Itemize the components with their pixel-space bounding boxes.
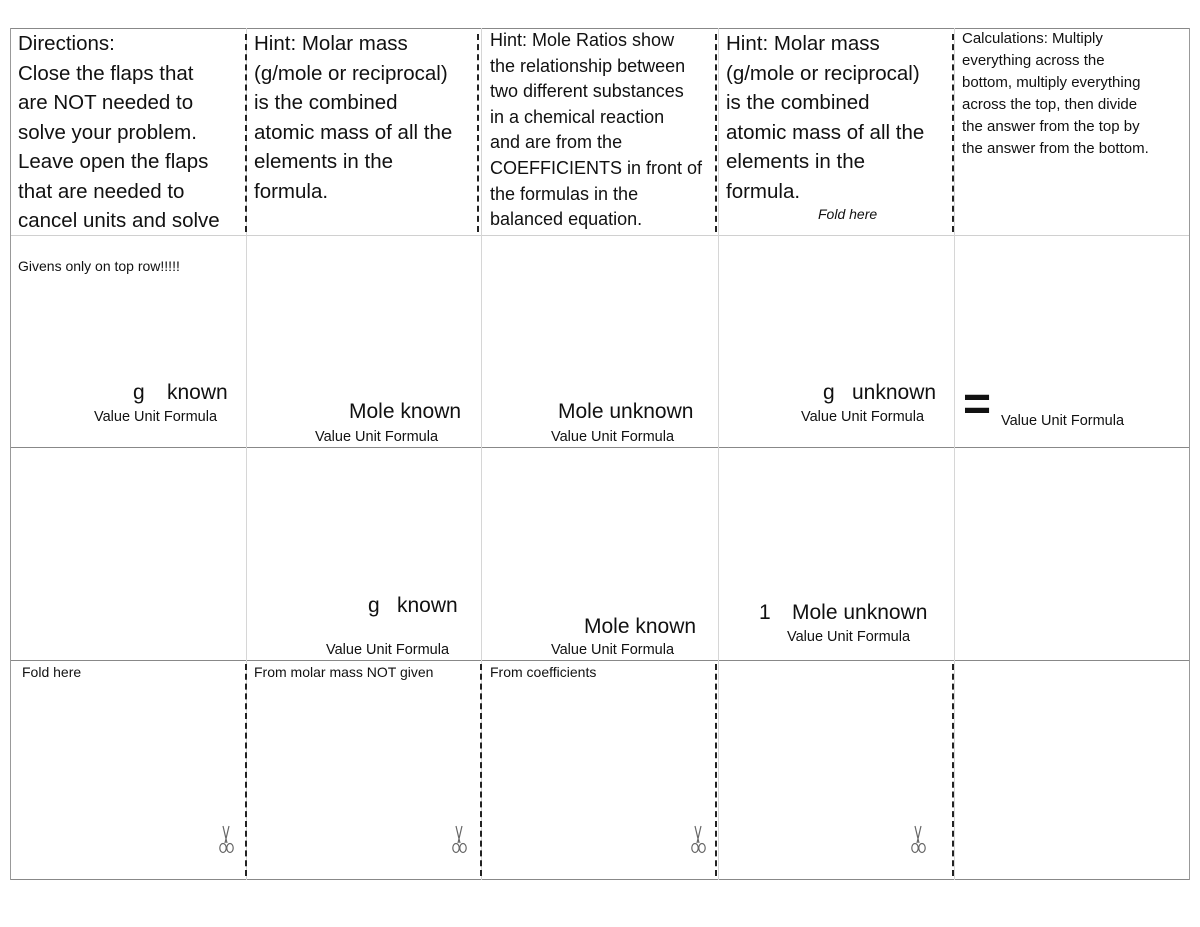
- cut-line-header-2: [477, 34, 479, 232]
- calc-line: Calculations: Multiply: [962, 30, 1103, 47]
- cut-line-flap-2: [480, 664, 482, 876]
- cut-line-header-1: [245, 34, 247, 232]
- hint-line: atomic mass of all the: [726, 120, 925, 144]
- hint-line: Hint: Mole Ratios show: [490, 30, 675, 50]
- scissors-icon: [449, 824, 469, 854]
- sheet-right-border: [1189, 28, 1190, 880]
- calc-line: bottom, multiply everything: [962, 74, 1141, 91]
- sheet-bottom-border: [10, 879, 1190, 880]
- cut-line-header-4: [952, 34, 954, 232]
- row-divider-1: [10, 447, 1190, 448]
- row-divider-2: [10, 660, 1190, 661]
- hint-molar-mass-2: [726, 29, 924, 206]
- top-cell-1-unit: g: [133, 381, 145, 404]
- bottom-cell-3-value-unit-formula: Value Unit Formula: [551, 642, 675, 658]
- hint-line: the formulas in the: [490, 183, 639, 204]
- top-cell-4-label: unknown: [852, 381, 937, 404]
- cut-line-flap-4: [952, 664, 954, 876]
- hint-line: the relationship between: [490, 55, 686, 76]
- directions-line: Leave open the flaps: [18, 150, 209, 173]
- hint-line: two different substances: [490, 81, 684, 102]
- directions-line: that are needed to: [18, 179, 185, 203]
- bottom-cell-4-value-unit-formula: Value Unit Formula: [787, 629, 911, 645]
- bottom-cell-4-label: Mole unknown: [792, 601, 928, 624]
- givens-note: Givens only on top row!!!!!: [18, 258, 180, 274]
- hint-line: formula.: [254, 179, 329, 203]
- top-cell-3-value-unit-formula: Value Unit Formula: [551, 429, 675, 445]
- bottom-cell-2-unit: g: [368, 594, 380, 617]
- hint-line: formula.: [726, 179, 801, 203]
- column-divider-4: [954, 28, 955, 880]
- bottom-cell-2-value-unit-formula: Value Unit Formula: [326, 642, 450, 658]
- hint-line: is the combined: [254, 91, 398, 114]
- hint-line: COEFFICIENTS in front of: [490, 157, 703, 178]
- hint-line: elements in the: [726, 150, 866, 173]
- hint-line: elements in the: [254, 150, 394, 173]
- calc-line: the answer from the top by: [962, 118, 1140, 135]
- bottom-cell-3-label: Mole known: [584, 615, 697, 638]
- flap-fold-here: Fold here: [22, 664, 82, 680]
- flap-from-molar-mass: From molar mass NOT given: [254, 664, 434, 680]
- hint-line: balanced equation.: [490, 209, 643, 230]
- sheet-left-border: [10, 28, 11, 880]
- cut-line-header-3: [715, 34, 717, 232]
- hint-line: in a chemical reaction: [490, 106, 665, 127]
- hint-line: Hint: Molar mass: [254, 32, 408, 55]
- directions-block: [18, 29, 220, 236]
- top-cell-4-unit: g: [823, 381, 835, 404]
- hint-line: and are from the: [490, 132, 623, 153]
- directions-line: Close the flaps that: [18, 61, 194, 85]
- calc-line: across the top, then divide: [962, 96, 1138, 113]
- flap-from-coefficients: From coefficients: [490, 664, 597, 680]
- cut-line-flap-1: [245, 664, 247, 876]
- hint-molar-mass-1: [254, 29, 452, 206]
- directions-line: are NOT needed to: [18, 91, 194, 114]
- directions-line: solve your problem.: [18, 120, 197, 144]
- hint-line: (g/mole or reciprocal): [726, 61, 920, 85]
- directions-heading: Directions:: [18, 32, 115, 55]
- top-cell-4-value-unit-formula: Value Unit Formula: [801, 409, 925, 425]
- bottom-cell-4-number: 1: [759, 601, 771, 624]
- bottom-cell-2-label: known: [397, 594, 458, 617]
- top-cell-1-label: known: [167, 381, 228, 404]
- hint-line: atomic mass of all the: [254, 120, 453, 144]
- fold-here-note: Fold here: [818, 206, 878, 222]
- hint-line: is the combined: [726, 91, 870, 114]
- top-cell-3-label: Mole unknown: [558, 400, 694, 423]
- calc-line: everything across the: [962, 52, 1105, 69]
- equals-sign: =: [963, 378, 992, 431]
- hint-mole-ratios: [490, 28, 702, 233]
- calculations-block: [962, 28, 1149, 160]
- hint-line: Hint: Molar mass: [726, 32, 880, 55]
- scissors-icon: [216, 824, 236, 854]
- top-cell-2-label: Mole known: [349, 400, 462, 423]
- worksheet: [10, 28, 1190, 880]
- hint-line: (g/mole or reciprocal): [254, 61, 448, 85]
- top-cell-1-value-unit-formula: Value Unit Formula: [94, 409, 218, 425]
- top-cell-5-value-unit-formula: Value Unit Formula: [1001, 413, 1125, 429]
- column-divider-3: [718, 28, 719, 880]
- cut-line-flap-3: [715, 664, 717, 876]
- calc-line: the answer from the bottom.: [962, 140, 1149, 157]
- scissors-icon: [688, 824, 708, 854]
- top-cell-2-value-unit-formula: Value Unit Formula: [315, 429, 439, 445]
- directions-line: cancel units and solve: [18, 209, 220, 232]
- scissors-icon: [908, 824, 928, 854]
